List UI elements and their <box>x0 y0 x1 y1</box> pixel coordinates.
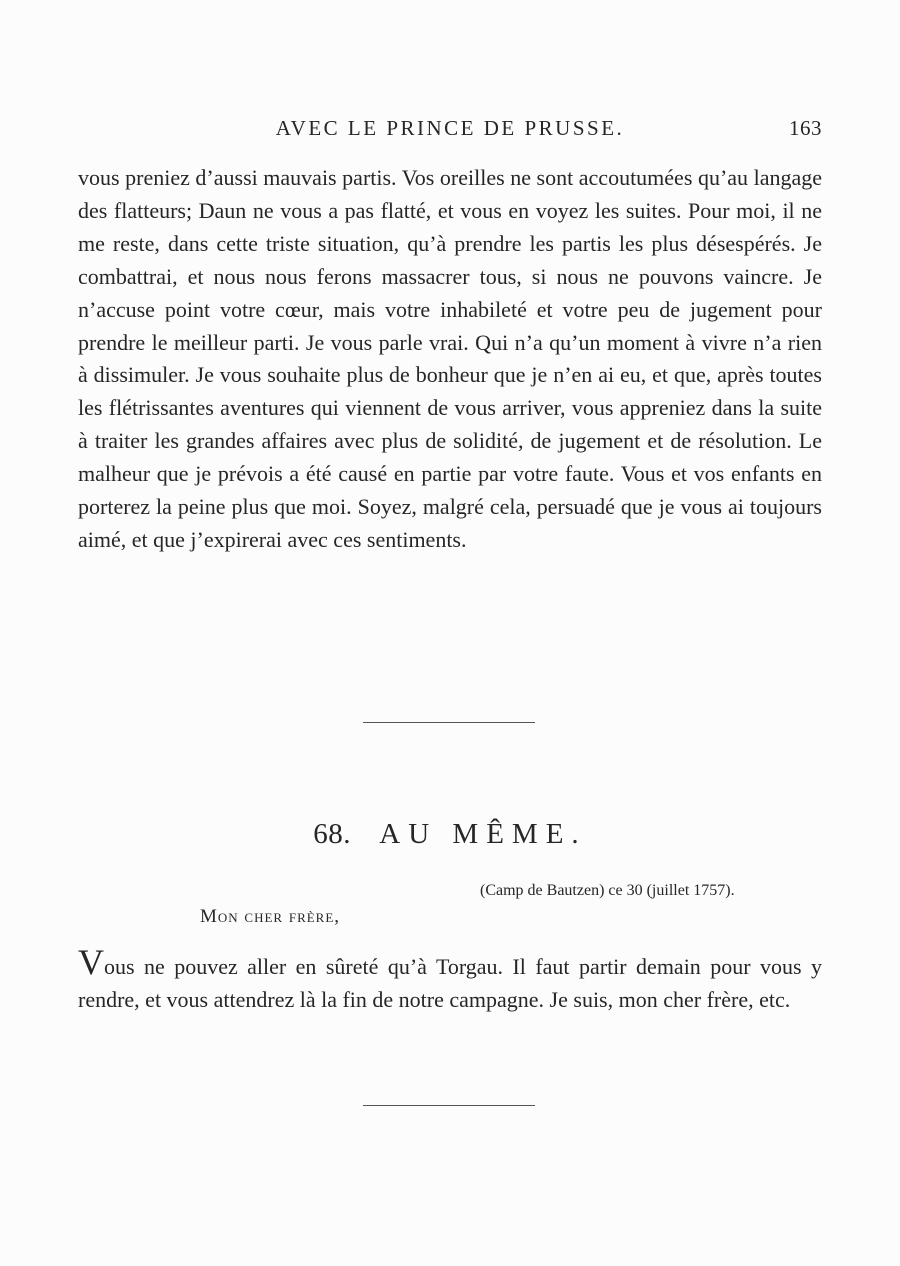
letter-number: 68. <box>313 818 352 850</box>
continued-letter-text: vous preniez d’aussi mauvais partis. Vos oreilles ne sont accoutumées qu’au langage des flatteurs; Daun ne vous a pas flatté, et vous en voyez les suites. Pour moi, il ne me reste, dans cette triste situation, qu’à prendre les partis les plus désespérés. Je combattrai, et nous nous ferons massacrer tous, si nous ne pouvons vaincre. Je n’accuse point votre cœur, mais votre inhabileté et votre peu de jugement pour prendre le meilleur parti. Je vous parle vrai. Qui n’a qu’un moment à vivre n’a rien à dissimuler. Je vous souhaite plus de bonheur que je n’en ai eu, et que, après toutes les flétrissantes aventures qui viennent de vous arriver, vous appreniez dans la suite à traiter les grandes affaires avec plus de solidité, de jugement et de résolution. Le malheur que je prévois a été causé en partie par votre faute. Vous et vos enfants en porterez la peine plus que moi. Soyez, malgré cela, persuadé que je vous ai toujours aimé, et que j’expirerai avec ces sentiments. <box>78 165 822 552</box>
end-divider <box>363 1105 535 1106</box>
running-title: AVEC LE PRINCE DE PRUSSE. <box>275 116 625 140</box>
running-head <box>78 116 822 146</box>
letter-body-text: ous ne pouvez aller en sûreté qu’à Torgau. Il faut partir demain pour vous y rendre, et vous attendrez là la fin de notre campagne. Je suis, mon cher frère, etc. <box>78 954 822 1012</box>
letter-dateline: (Camp de Bautzen) ce 30 (juillet 1757). <box>480 882 735 899</box>
letter-heading <box>0 818 900 851</box>
letter-body <box>78 942 822 1016</box>
letter-salutation: Mon cher frère, <box>200 906 341 927</box>
section-divider <box>363 722 535 723</box>
letter-title: AU MÊME. <box>379 818 587 850</box>
page-number: 163 <box>789 116 822 140</box>
drop-cap: V <box>78 942 104 982</box>
